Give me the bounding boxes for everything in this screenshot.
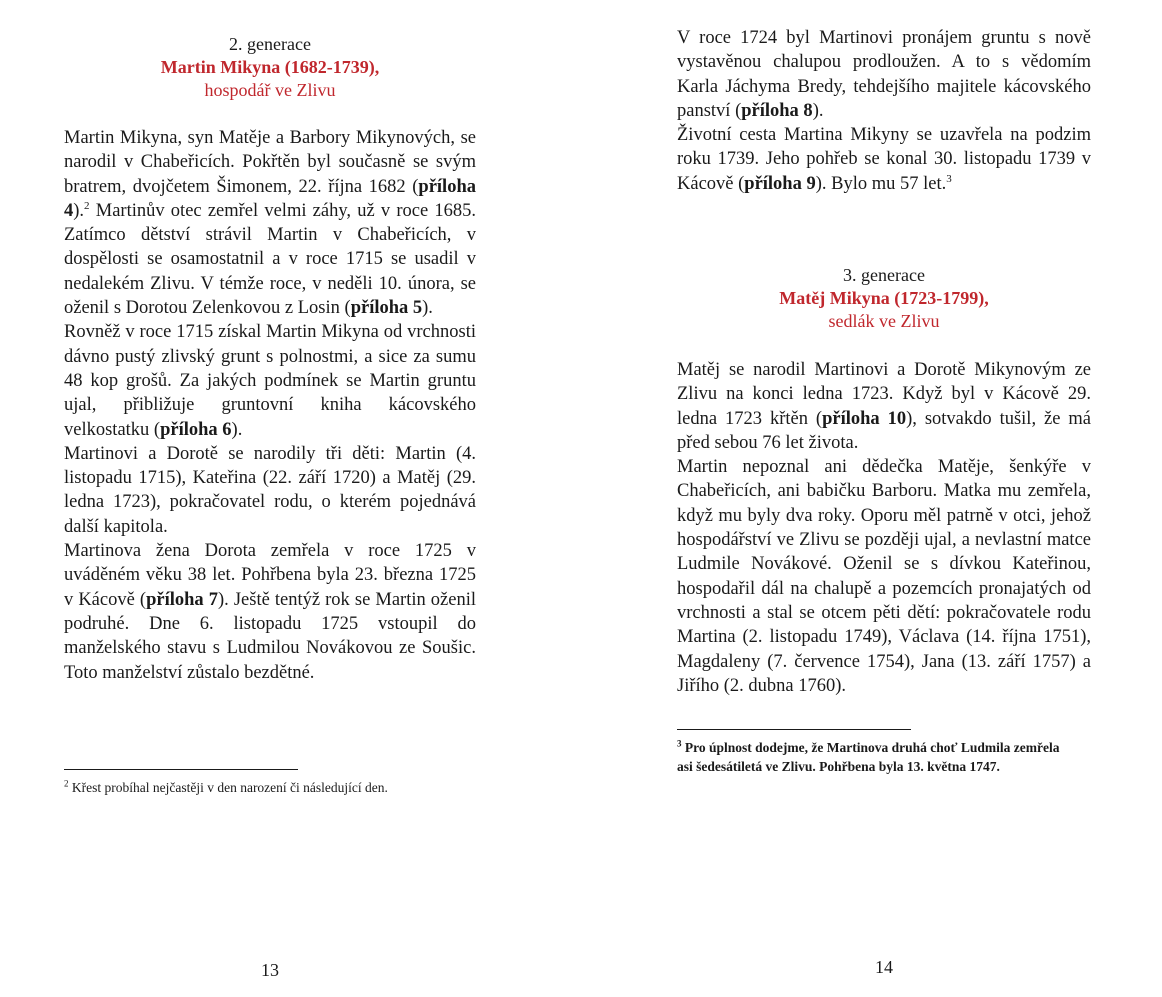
text-run: Rovněž v roce 1715 získal Martin Mikyna od vrchnosti dávno pustý zlivský grunt s polnostmi, a sice za sumu 48 kop grošů. Za jakých podmínek se Martin gruntu ujal, přibližuje gruntovní kniha kácovského velkostatku ( — [64, 322, 476, 440]
left-body-text — [64, 126, 476, 685]
text-run: ). Bylo mu 57 let. — [815, 173, 947, 194]
appendix-ref: příloha 4 — [64, 176, 476, 221]
page-number-13: 13 — [261, 960, 279, 980]
footnote-3 — [677, 738, 1077, 776]
text-run: V roce 1724 byl Martinovi pronájem gruntu s nově vystavěnou chalupou prodloužen. A to s vědomím Karla Jáchyma Bredy, tehdejšího majitele kácovského panství ( — [677, 28, 1091, 121]
text-run: Martin nepoznal ani dědečka Matěje, šenkýře v Chabeřicích, ani babičku Barboru. Matka mu zemřela, když mu byly dva roky. Oporu měl patrně v otci, jehož hospodářství ve Zlivu se později ujal, a nevlastní matce Ludmile Novákové. Oženil se s dívkou Kateřinou, hospodařil dál na chalupě a pozemcích pronajatých od vrchnosti a stal se otcem pěti dětí: pokračovatele rodu Martina (2. listopadu 1749), Václava (14. října 1751), Magdaleny (7. července 1754), Jana (13. září 1757) a Jiřího (2. dubna 1760). — [677, 457, 1091, 696]
appendix-ref: příloha 8 — [741, 100, 813, 121]
text-run: Martinova žena Dorota zemřela v roce 1725 v uváděném věku 38 let. Pohřbena byla 23. března 1725 v Kácově ( — [64, 541, 476, 610]
text-run: Martin Mikyna, syn Matěje a Barbory Mikynových, se narodil v Chabeřicích. Pokřtěn byl současně se svým bratrem, dvojčetem Šimonem, 22. října 1682 ( — [64, 128, 476, 197]
paragraph — [677, 26, 1091, 123]
paragraph — [677, 358, 1091, 455]
generation-2-heading — [60, 33, 480, 102]
generation-3-heading — [674, 264, 1094, 333]
footnote-number: 3 — [677, 738, 682, 749]
person-role: hospodář ve Zlivu — [204, 80, 336, 100]
paragraph — [64, 126, 476, 320]
appendix-ref: příloha 10 — [822, 408, 907, 429]
footnote-2 — [64, 778, 494, 797]
paragraph — [64, 539, 476, 685]
paragraph — [677, 123, 1091, 196]
text-run: Matěj se narodil Martinovi a Dorotě Mikynovým ze Zlivu na konci ledna 1723. Když byl v Kácově 29. ledna 1723 křtěn ( — [677, 360, 1091, 429]
text-run: ), sotvakdo tušil, že má před sebou 76 let života. — [677, 408, 1091, 453]
right-body-text-top — [677, 26, 1091, 196]
paragraph — [64, 320, 476, 441]
text-run: ). Ještě tentýž rok se Martin oženil podruhé. Dne 6. listopadu 1725 vstoupil do manželského stavu s Ludmilou Novákovou ze Soušic. Toto manželství zůstalo bezdětné. — [64, 589, 477, 683]
generation-label: 2. generace — [229, 34, 311, 54]
footnote-rule — [677, 729, 911, 730]
footnote-text: Křest probíhal nejčastěji v den narození či následující den. — [68, 780, 388, 795]
person-name: Martin Mikyna (1682-1739), — [160, 57, 380, 77]
text-run: ). — [812, 100, 824, 121]
paragraph — [64, 442, 476, 539]
person-role: sedlák ve Zlivu — [828, 311, 940, 331]
footnote-rule — [64, 769, 298, 770]
appendix-ref: příloha 6 — [160, 419, 232, 440]
footnote-ref: 3 — [946, 172, 952, 185]
generation-label: 3. generace — [843, 265, 925, 285]
footnote-ref: 2 — [84, 199, 90, 212]
footnote-number: 2 — [64, 778, 69, 789]
footnote-text: Pro úplnost dodejme, že Martinova druhá choť Ludmila zemřela asi šedesátiletá ve Zlivu. Pohřbena byla 13. května 1747. — [677, 740, 1060, 774]
page-number-14: 14 — [875, 957, 893, 977]
text-run: Martinův otec zemřel velmi záhy, už v roce 1685. Zatímco dětství strávil Martin v Chabeřicích, v dospělosti se osamostatnil a v roce 1715 se usadil v nedalekém Zlivu. V témže roce, v neděli 10. února, se oženil s Dorotou Zelenkovou z Losin ( — [64, 200, 476, 319]
text-run: ). — [231, 419, 243, 440]
person-name: Matěj Mikyna (1723-1799), — [779, 288, 989, 308]
text-run: Martinovi a Dorotě se narodily tři děti: Martin (4. listopadu 1715), Kateřina (22. září 1720) a Matěj (29. ledna 1723), pokračovatel rodu, o kterém pojednává další kapitola. — [64, 443, 476, 537]
text-run: ). — [422, 298, 433, 319]
paragraph — [677, 455, 1091, 698]
right-body-text-bottom — [677, 358, 1091, 698]
appendix-ref: příloha 9 — [744, 173, 816, 194]
appendix-ref: příloha 7 — [146, 589, 218, 610]
appendix-ref: příloha 5 — [350, 298, 423, 319]
right-page — [581, 0, 1162, 997]
text-run: ). — [73, 200, 85, 221]
text-run: Životní cesta Martina Mikyny se uzavřela na podzim roku 1739. Jeho pohřeb se konal 30. listopadu 1739 v Kácově ( — [677, 125, 1091, 194]
